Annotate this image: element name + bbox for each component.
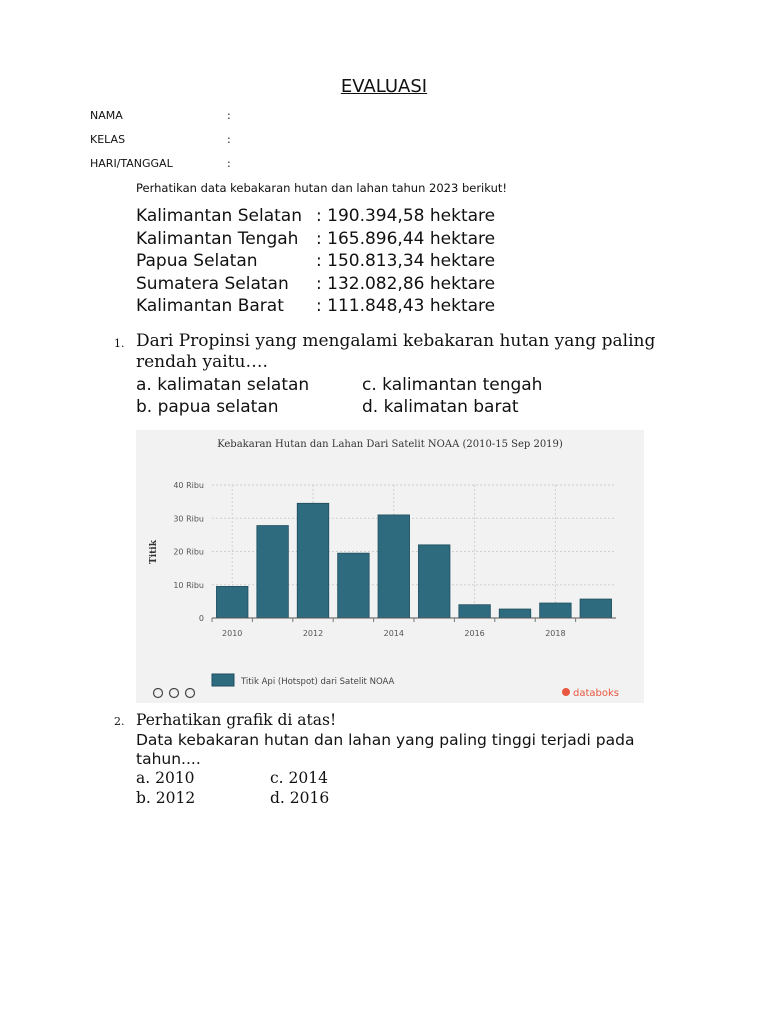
option-b: b. 2012 [136, 788, 196, 807]
question-2-line-2: Data kebakaran hutan dan lahan yang paling tinggi terjadi pada tahun.... [136, 730, 635, 768]
question-1-options [136, 374, 602, 418]
option-d: d. kalimatan barat [362, 397, 519, 417]
chart-bar-2010 [216, 586, 248, 618]
stat-row [136, 273, 495, 296]
chart-y-axis-label: Titik [149, 540, 159, 564]
option-c: c. kalimantan tengah [362, 375, 543, 395]
chart-y-tick-label: 40 Ribu [173, 481, 204, 490]
question-2-number: 2. [114, 715, 125, 728]
chart-bar-2016 [459, 605, 491, 618]
chart-y-tick-label: 10 Ribu [173, 580, 204, 590]
chart-x-tick-label: 2012 [302, 629, 324, 638]
stat-value: : 150.813,34 hektare [316, 251, 496, 271]
chart-y-tick-label: 30 Ribu [173, 514, 204, 524]
cc-icon [154, 689, 163, 698]
stat-value: : 111.848,43 hektare [316, 296, 496, 316]
by-icon [170, 689, 179, 698]
field-colon: : [227, 109, 231, 122]
license-icons [154, 689, 195, 698]
field-label: NAMA [90, 109, 123, 122]
stat-name: Sumatera Selatan [136, 273, 289, 294]
chart-bar-2013 [338, 553, 370, 618]
chart-bar-2012 [297, 503, 329, 618]
chart-y-tick-label: 0 [198, 614, 204, 623]
stat-name: Kalimantan Barat [136, 296, 284, 316]
stat-name: Papua Selatan [136, 251, 258, 271]
nd-icon [186, 689, 195, 698]
field-hari-tanggal [90, 157, 231, 170]
field-label: KELAS [90, 133, 126, 146]
page-title: EVALUASI [340, 76, 428, 97]
chart-bar-2011 [257, 526, 289, 618]
field-label: HARI/TANGGAL [90, 157, 173, 170]
option-b: b. papua selatan [136, 397, 279, 417]
question-1-text: Dari Propinsi yang mengalami kebakaran hutan yang paling rendah yaitu…. [136, 331, 656, 372]
chart-x-tick-label: 2016 [464, 629, 485, 638]
question-2-text [136, 711, 656, 770]
chart-title: Kebakaran Hutan dan Lahan Dari Satelit NOAA (2010-15 Sep 2019) [217, 439, 563, 450]
option-d: d. 2016 [270, 788, 330, 807]
intro-text: Perhatikan data kebakaran hutan dan lahan tahun 2023 berikut! [136, 181, 507, 195]
legend-swatch [212, 674, 234, 686]
chart-x-tick-label: 2018 [545, 629, 566, 638]
option-a: a. 2010 [136, 769, 195, 787]
chart-x-tick-label: 2014 [383, 629, 404, 638]
chart-y-tick-label: 20 Ribu [173, 547, 204, 557]
stat-row [136, 228, 495, 251]
bar-chart [136, 430, 644, 703]
chart-bar-2014 [378, 515, 410, 618]
stat-value: : 165.896,44 hektare [316, 228, 496, 249]
chart-x-tick-label: 2010 [222, 629, 243, 638]
option-a: a. kalimatan selatan [136, 375, 310, 395]
watermark-text: databoks [573, 688, 619, 699]
field-nama [90, 109, 231, 122]
chart-bar-2019 [580, 599, 612, 618]
legend-label: Titik Api (Hotspot) dari Satelit NOAA [241, 677, 395, 687]
stats-list [136, 205, 495, 318]
option-c: c. 2014 [270, 769, 328, 787]
databoks-logo [562, 688, 619, 699]
field-colon: : [227, 157, 231, 170]
stat-value: : 132.082,86 hektare [316, 273, 496, 294]
question-2-line-1: Perhatikan grafik di atas! [136, 711, 337, 729]
chart-bar-2015 [418, 545, 450, 618]
chart-bar-2017 [499, 609, 531, 618]
stat-value: : 190.394,58 hektare [316, 206, 496, 226]
stat-row [136, 205, 495, 228]
question-2-options [136, 769, 430, 808]
question-1-number: 1. [114, 337, 125, 350]
chart-bar-2018 [540, 603, 572, 618]
stat-name: Kalimantan Selatan [136, 206, 302, 226]
stat-row [136, 295, 495, 318]
stat-row [136, 250, 495, 273]
field-colon: : [227, 133, 231, 146]
databoks-logo-icon [562, 688, 570, 696]
chart-svg [136, 430, 644, 703]
stat-name: Kalimantan Tengah [136, 228, 299, 249]
field-kelas [90, 133, 231, 146]
